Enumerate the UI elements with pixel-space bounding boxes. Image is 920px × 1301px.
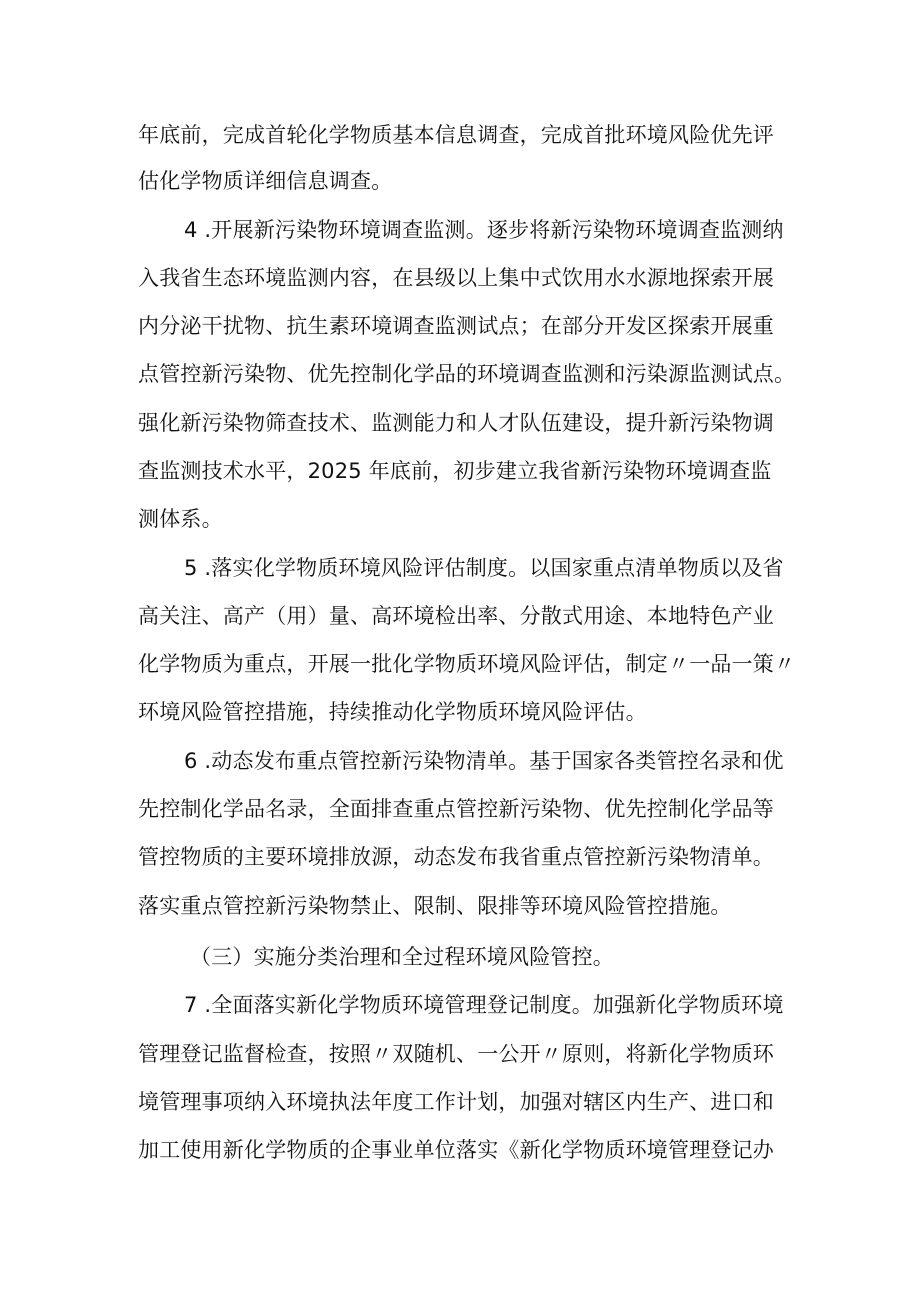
text-line: 境管理事项纳入环境执法年度工作计划，加强对辖区内生产、进口和: [138, 1090, 774, 1114]
paragraph-heading-6: 6 .动态发布重点管控新污染物清单。基于国家各类管控名录和优: [184, 749, 784, 773]
text-line: 内分泌干扰物、抗生素环境调查监测试点；在部分开发区探索开展重: [138, 314, 774, 338]
text-line: 查监测技术水平，2025 年底前，初步建立我省新污染物环境调查监: [138, 459, 772, 483]
text-line: 年底前，完成首轮化学物质基本信息调查，完成首批环境风险优先评: [138, 123, 774, 147]
section-heading: （三）实施分类治理和全过程环境风险管控。: [190, 945, 614, 969]
paragraph-heading-5: 5 .落实化学物质环境风险评估制度。以国家重点清单物质以及省: [184, 556, 784, 580]
text-line: 管控物质的主要环境排放源，动态发布我省重点管控新污染物清单。: [138, 845, 774, 869]
text-line: 强化新污染物筛查技术、监测能力和人才队伍建设，提升新污染物调: [138, 411, 774, 435]
text-line: 先控制化学品名录，全面排查重点管控新污染物、优先控制化学品等: [138, 797, 774, 821]
text-line: 管理登记监督检查，按照〃双随机、一公开〃原则，将新化学物质环: [138, 1042, 774, 1066]
text-line: 化学物质为重点，开展一批化学物质环境风险评估，制定〃一品一策〃: [138, 652, 796, 676]
text-line: 环境风险管控措施，持续推动化学物质环境风险评估。: [138, 700, 647, 724]
text-line: 高关注、高产（用）量、高环境检出率、分散式用途、本地特色产业: [138, 604, 774, 628]
text-line: 测体系。: [138, 507, 223, 531]
text-line: 入我省生态环境监测内容，在县级以上集中式饮用水水源地探索开展: [138, 266, 774, 290]
text-line: 点管控新污染物、优先控制化学品的环境调查监测和污染源监测试点。: [138, 362, 796, 386]
paragraph-heading-4: 4 .开展新污染物环境调查监测。逐步将新污染物环境调查监测纳: [184, 218, 784, 242]
paragraph-heading-7: 7 .全面落实新化学物质环境管理登记制度。加强新化学物质环境: [184, 993, 784, 1017]
text-line: 估化学物质详细信息调查。: [138, 169, 393, 193]
text-line: 落实重点管控新污染物禁止、限制、限排等环境风险管控措施。: [138, 894, 732, 918]
text-line: 加工使用新化学物质的企事业单位落实《新化学物质环境管理登记办: [138, 1138, 774, 1162]
